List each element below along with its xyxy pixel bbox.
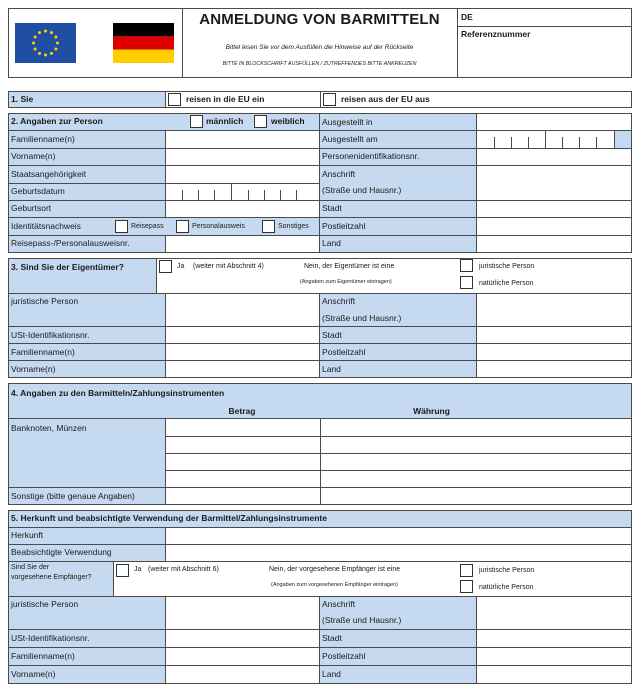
label-recipient-legal: juristische Person [479,567,535,574]
section-5-title: 5. Herkunft und beabsichtigte Verwendung der Barmittel/Zahlungsinstrumente [11,513,327,523]
label-recipient-street: (Straße und Hausnr.) [322,615,402,625]
personal-id-field[interactable] [477,149,631,165]
checkbox-owner-natural[interactable] [460,276,473,289]
section-4-title: 4. Angaben zu den Barmitteln/Zahlungsinstrumenten [11,388,225,398]
grid-line [156,258,157,293]
checkbox-owner-legal[interactable] [460,259,473,272]
date-tick [494,137,495,148]
owner-family-name-field[interactable] [166,344,319,360]
currency-other[interactable] [321,488,631,504]
date-tick [248,190,249,200]
date-tick [511,137,512,148]
label-owner-family-name: Familienname(n) [11,347,75,357]
reference-number-field[interactable] [458,42,631,77]
label-id-card: Personalausweis [192,223,245,230]
section-divider [165,91,166,108]
label-issued-on: Ausgestellt am [322,134,378,144]
label-first-name: Vorname(n) [11,151,56,161]
label-owner-street: (Straße und Hausnr.) [322,313,402,323]
label-owner-country: Land [322,364,341,374]
label-owner-postal-code: Postleitzahl [322,347,366,357]
owner-legal-person-field[interactable] [166,294,319,326]
grid-line [319,293,320,378]
checkbox-owner-yes[interactable] [159,260,172,273]
grid-line [319,596,320,684]
label-recipient-family-name: Familienname(n) [11,651,75,661]
date-tick [198,190,199,200]
label-birth-date: Geburtsdatum [11,186,65,196]
label-recipient-yes: Ja [134,566,142,573]
date-tick [264,190,265,200]
date-tick [214,190,215,200]
label-enter-eu: reisen in die EU ein [186,94,265,104]
label-female: weiblich [271,116,305,126]
label-nationality: Staatsangehörigkeit [11,169,87,179]
date-tick [182,190,183,200]
label-family-name: Familienname(n) [11,134,75,144]
label-recipient-question-1: Sind Sie der [11,564,50,571]
label-owner-city: Stadt [322,330,342,340]
label-recipient-no: Nein, der vorgesehene Empfänger ist eine [269,566,401,573]
passport-number-field[interactable] [166,236,319,252]
amount-row-1[interactable] [166,419,320,436]
section-divider [320,91,321,108]
label-street: (Straße und Hausnr.) [322,185,402,195]
owner-first-name-field[interactable] [166,361,319,377]
family-name-field[interactable] [166,131,319,148]
amount-row-4[interactable] [166,471,320,487]
note-recipient-no: (Angaben zum vorgesehenen Empfänger eintragen) [271,582,398,588]
label-owner-address: Anschrift [322,296,356,306]
label-other-id: Sonstiges [278,223,309,230]
label-owner-yes: Ja [177,263,185,270]
label-owner-legal: juristische Person [479,263,535,270]
recipient-family-name-field[interactable] [166,648,319,665]
label-postal-code: Postleitzahl [322,221,366,231]
label-recipient-country: Land [322,669,341,679]
label-owner-vat-id: USt-Identifikationsnr. [11,330,90,340]
recipient-postal-code-field[interactable] [477,648,631,665]
date-tick [579,137,580,148]
issued-on-field[interactable] [477,131,631,148]
country-field[interactable] [477,236,631,252]
label-origin: Herkunft [11,530,44,540]
amount-row-3[interactable] [166,454,320,470]
label-recipient-natural: natürliche Person [479,584,534,591]
label-personal-id: Personenidentifikationsnr. [322,151,420,161]
label-owner-no: Nein, der Eigentümer ist eine [304,263,395,270]
form-instruction: BITTE IN BLOCKSCHRIFT AUSFÜLLEN / ZUTREFFENDES BITTE ANKREUZEN [222,61,417,67]
recipient-address-field[interactable] [477,597,631,629]
label-issued-in: Ausgestellt in [322,117,373,127]
owner-address-field[interactable] [477,294,631,326]
postal-code-field[interactable] [477,218,631,235]
first-name-field[interactable] [166,149,319,165]
date-tick [280,190,281,200]
checkbox-other-id[interactable] [262,220,275,233]
section-3-title: 3. Sind Sie der Eigentümer? [11,262,124,272]
label-passport-number: Reisepass-/Personalausweisnr. [11,238,130,248]
section-2-title: 2. Angaben zur Person [11,116,103,126]
label-banknotes: Banknoten, Münzen [11,423,87,433]
owner-vat-id-field[interactable] [166,327,319,343]
header-divider [457,26,632,27]
amount-other[interactable] [166,488,320,504]
date-tick [545,131,546,148]
grid-line [113,561,114,597]
amount-row-2[interactable] [166,437,320,453]
recipient-legal-person-field[interactable] [166,597,319,629]
birth-place-field[interactable] [166,201,319,217]
german-flag-icon [113,23,174,63]
label-male: männlich [206,116,244,126]
column-amount: Betrag [228,406,256,416]
date-tick [296,190,297,200]
label-recipient-postal-code: Postleitzahl [322,651,366,661]
issued-in-field[interactable] [477,114,631,130]
checkbox-leave-eu[interactable] [323,93,336,106]
grid-line [165,527,166,561]
label-recipient-city: Stadt [322,633,342,643]
recipient-vat-id-field[interactable] [166,630,319,647]
label-passport: Reisepass [131,223,164,230]
currency-row-3[interactable] [321,454,631,470]
nationality-field[interactable] [166,166,319,183]
address-field[interactable] [477,166,631,200]
form-title: ANMELDUNG VON BARMITTELN [199,11,440,28]
checkbox-id-card[interactable] [176,220,189,233]
note-owner-yes: (weiter mit Abschnitt 4) [193,263,264,270]
checkbox-male[interactable] [190,115,203,128]
label-address: Anschrift [322,169,356,179]
label-other-instruments: Sonstige (bitte genaue Angaben) [11,491,135,501]
recipient-city-field[interactable] [477,630,631,647]
label-city: Stadt [322,203,342,213]
grid-line [319,113,320,253]
label-recipient-question-2: vorgesehene Empfänger? [11,574,92,581]
form-subtitle: Bittel lesen Sie vor dem Ausfüllen die Hinweise auf der Rückseite [225,44,414,51]
origin-field[interactable] [166,528,631,544]
date-tick [596,137,597,148]
owner-country-field[interactable] [477,361,631,377]
column-currency: Währung [413,406,450,416]
owner-postal-code-field[interactable] [477,344,631,360]
checkbox-female[interactable] [254,115,267,128]
date-tick [231,184,232,200]
label-owner-first-name: Vorname(n) [11,364,56,374]
checkbox-enter-eu[interactable] [168,93,181,106]
checkbox-recipient-legal[interactable] [460,564,473,577]
currency-row-1[interactable] [321,419,631,436]
currency-row-4[interactable] [321,471,631,487]
date-end-shade [614,131,631,148]
recipient-first-name-field[interactable] [166,666,319,683]
country-code: DE [461,12,473,22]
intended-use-field[interactable] [166,545,631,561]
note-recipient-yes: (weiter mit Abschnitt 6) [148,566,219,573]
label-birth-place: Geburtsort [11,203,52,213]
reference-label: Referenznummer [461,29,531,39]
label-recipient-first-name: Vorname(n) [11,669,56,679]
section-1-title: 1. Sie [11,94,34,104]
label-leave-eu: reisen aus der EU aus [341,94,430,104]
label-id-proof: Identitätsnachweis [11,221,81,231]
note-owner-no: (Angaben zum Eigentümer eintragen) [300,279,392,285]
owner-city-field[interactable] [477,327,631,343]
currency-row-2[interactable] [321,437,631,453]
label-intended-use: Beabsichtigte Verwendung [11,547,112,557]
label-owner-legal-person: juristische Person [11,296,79,306]
label-recipient-legal-person: juristische Person [11,599,79,609]
date-tick [528,137,529,148]
city-field[interactable] [477,201,631,217]
eu-flag-icon [15,23,76,63]
checkbox-recipient-yes[interactable] [116,564,129,577]
checkbox-passport[interactable] [115,220,128,233]
label-country: Land [322,238,341,248]
label-recipient-address: Anschrift [322,599,356,609]
label-recipient-vat-id: USt-Identifikationsnr. [11,633,90,643]
date-tick [562,137,563,148]
recipient-country-field[interactable] [477,666,631,683]
label-owner-natural: natürliche Person [479,280,534,287]
checkbox-recipient-natural[interactable] [460,580,473,593]
